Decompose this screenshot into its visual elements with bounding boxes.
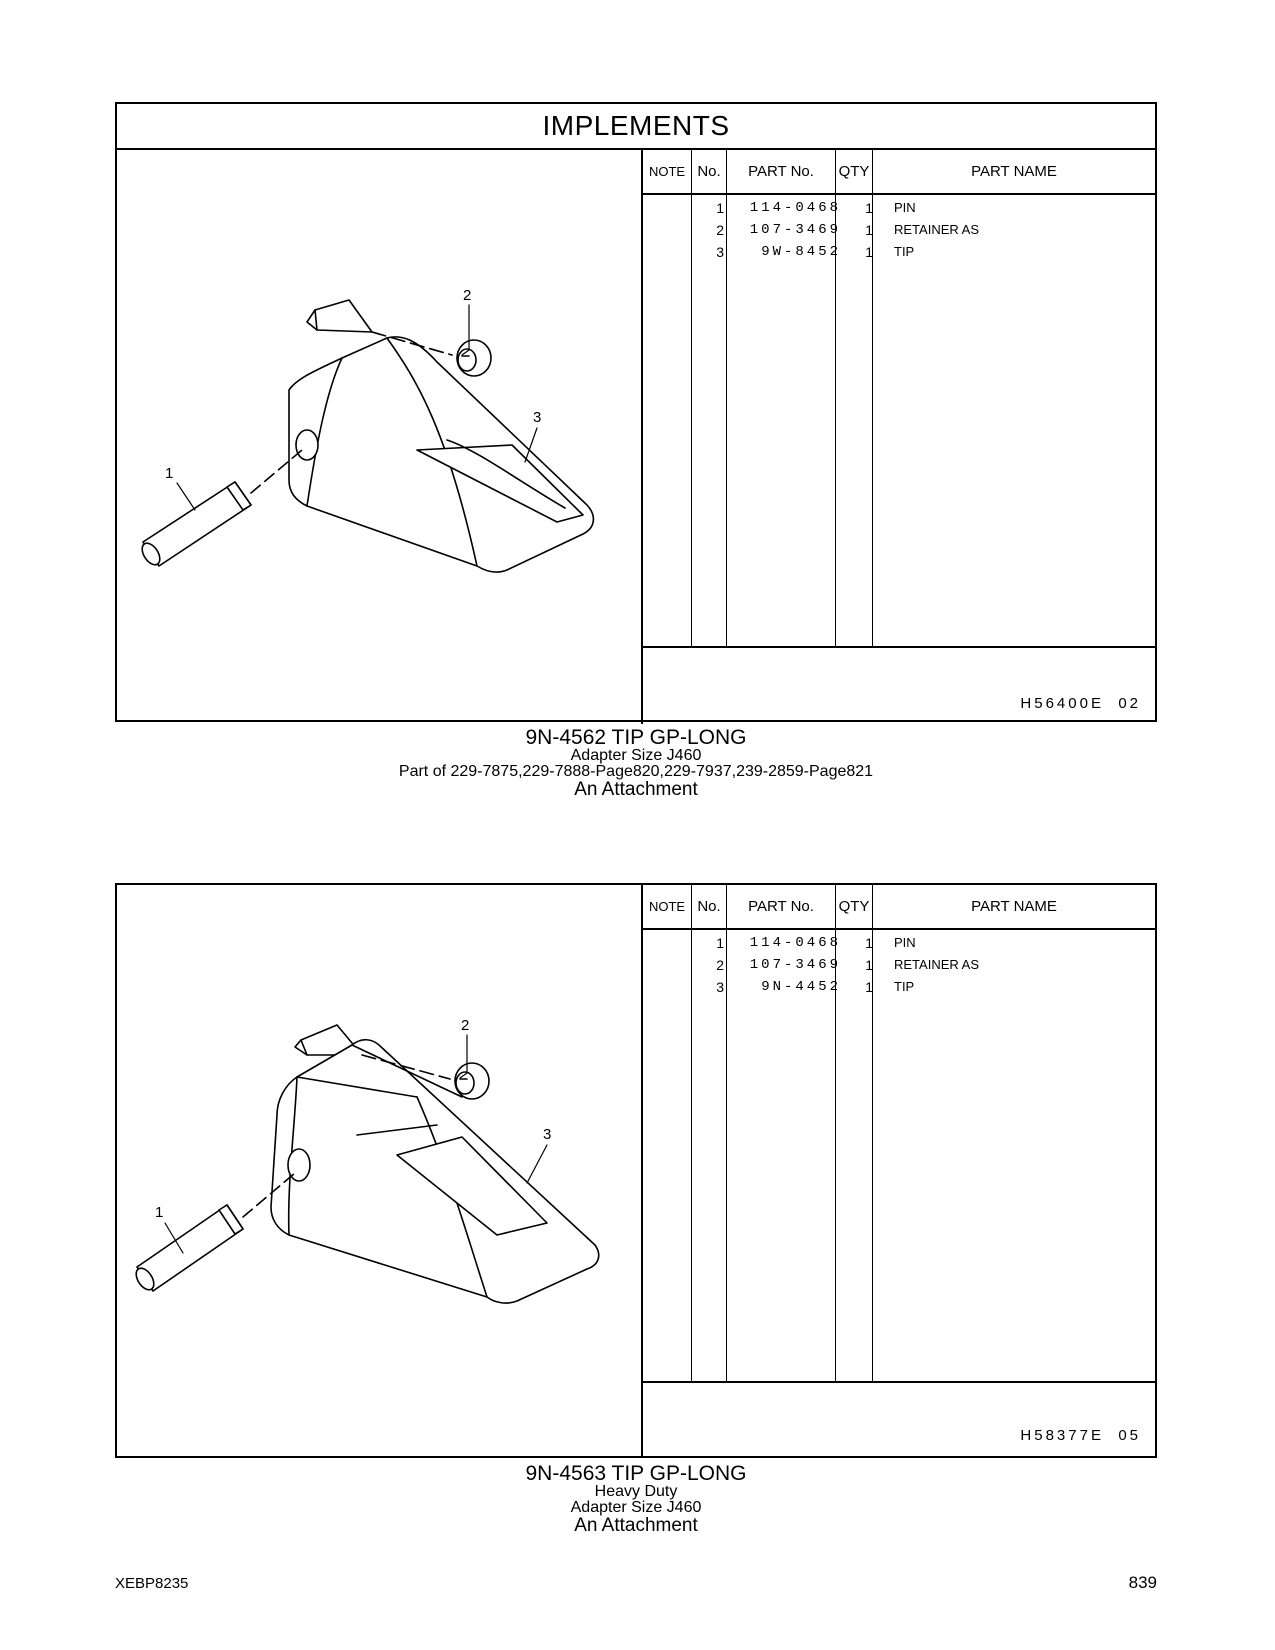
row-no: 2 [716, 957, 724, 973]
ref-code: H58377E [1020, 1427, 1104, 1444]
ref-rev: 02 [1118, 695, 1141, 712]
row-no: 2 [716, 222, 724, 238]
row-no: 3 [716, 244, 724, 260]
group-caption-2 [115, 1463, 1157, 1535]
attachment-note: An Attachment [574, 1515, 698, 1536]
row-part-name: RETAINER AS [894, 957, 980, 972]
group-note: Adapter Size J460 [570, 1499, 702, 1516]
group-title: 9N-4562 TIP GP-LONG [525, 726, 747, 749]
group-caption-1 [115, 727, 1157, 799]
row-no: 1 [716, 200, 724, 216]
document-id: XEBP8235 [115, 1575, 189, 1592]
row-part-no: 9W-8452 [761, 244, 841, 260]
ref-rev: 05 [1118, 1427, 1141, 1444]
header-qty: QTY [838, 163, 870, 180]
header-no: No. [697, 898, 721, 915]
exploded-view-illustration [117, 885, 643, 1456]
callout-1: 1 [165, 465, 174, 482]
row-part-no: 9N-4452 [761, 979, 841, 995]
header-qty: QTY [838, 898, 870, 915]
row-part-no: 107-3469 [749, 957, 841, 973]
row-qty: 1 [865, 244, 873, 260]
table-row [643, 935, 1155, 957]
header-note: NOTE [648, 899, 686, 914]
illustration-ref [1020, 695, 1141, 712]
row-part-name: PIN [894, 935, 916, 950]
table-row [643, 244, 1155, 266]
group-title: 9N-4563 TIP GP-LONG [525, 1462, 747, 1485]
header-note: NOTE [648, 164, 686, 179]
table-row [643, 222, 1155, 244]
parts-table [643, 885, 1155, 1456]
header-part-name: PART NAME [971, 163, 1057, 180]
row-qty: 1 [865, 200, 873, 216]
page-number: 839 [1128, 1573, 1157, 1592]
row-part-name: TIP [894, 244, 915, 259]
header-part-name: PART NAME [971, 898, 1057, 915]
group-note: Heavy Duty [594, 1483, 678, 1500]
callout-3: 3 [533, 409, 542, 426]
callout-2: 2 [461, 1017, 470, 1034]
header-part-no: PART No. [748, 163, 814, 180]
illustration-ref [1020, 1427, 1141, 1444]
header-no: No. [697, 163, 721, 180]
table-row [643, 200, 1155, 222]
parts-panel-1 [115, 102, 1157, 722]
row-part-name: RETAINER AS [894, 222, 980, 237]
exploded-view-illustration [117, 150, 643, 724]
table-row [643, 957, 1155, 979]
table-row [643, 979, 1155, 1001]
group-note: Adapter Size J460 [570, 747, 702, 764]
table-header [643, 885, 1155, 930]
table-header [643, 150, 1155, 195]
callout-2: 2 [463, 287, 472, 304]
row-qty: 1 [865, 957, 873, 973]
header-part-no: PART No. [748, 898, 814, 915]
row-qty: 1 [865, 222, 873, 238]
row-part-no: 114-0468 [749, 200, 841, 216]
row-part-no: 107-3469 [749, 222, 841, 238]
callout-1: 1 [155, 1204, 164, 1221]
ref-code: H56400E [1020, 695, 1104, 712]
row-no: 1 [716, 935, 724, 951]
row-qty: 1 [865, 979, 873, 995]
section-title: IMPLEMENTS [117, 104, 1155, 150]
row-no: 3 [716, 979, 724, 995]
parts-table [643, 150, 1155, 724]
row-part-name: PIN [894, 200, 916, 215]
group-note: Part of 229-7875,229-7888-Page820,229-7937,239-2859-Page821 [398, 763, 874, 780]
row-part-no: 114-0468 [749, 935, 841, 951]
row-part-name: TIP [894, 979, 915, 994]
row-qty: 1 [865, 935, 873, 951]
parts-panel-2 [115, 883, 1157, 1458]
attachment-note: An Attachment [574, 779, 698, 800]
callout-3: 3 [543, 1126, 552, 1143]
